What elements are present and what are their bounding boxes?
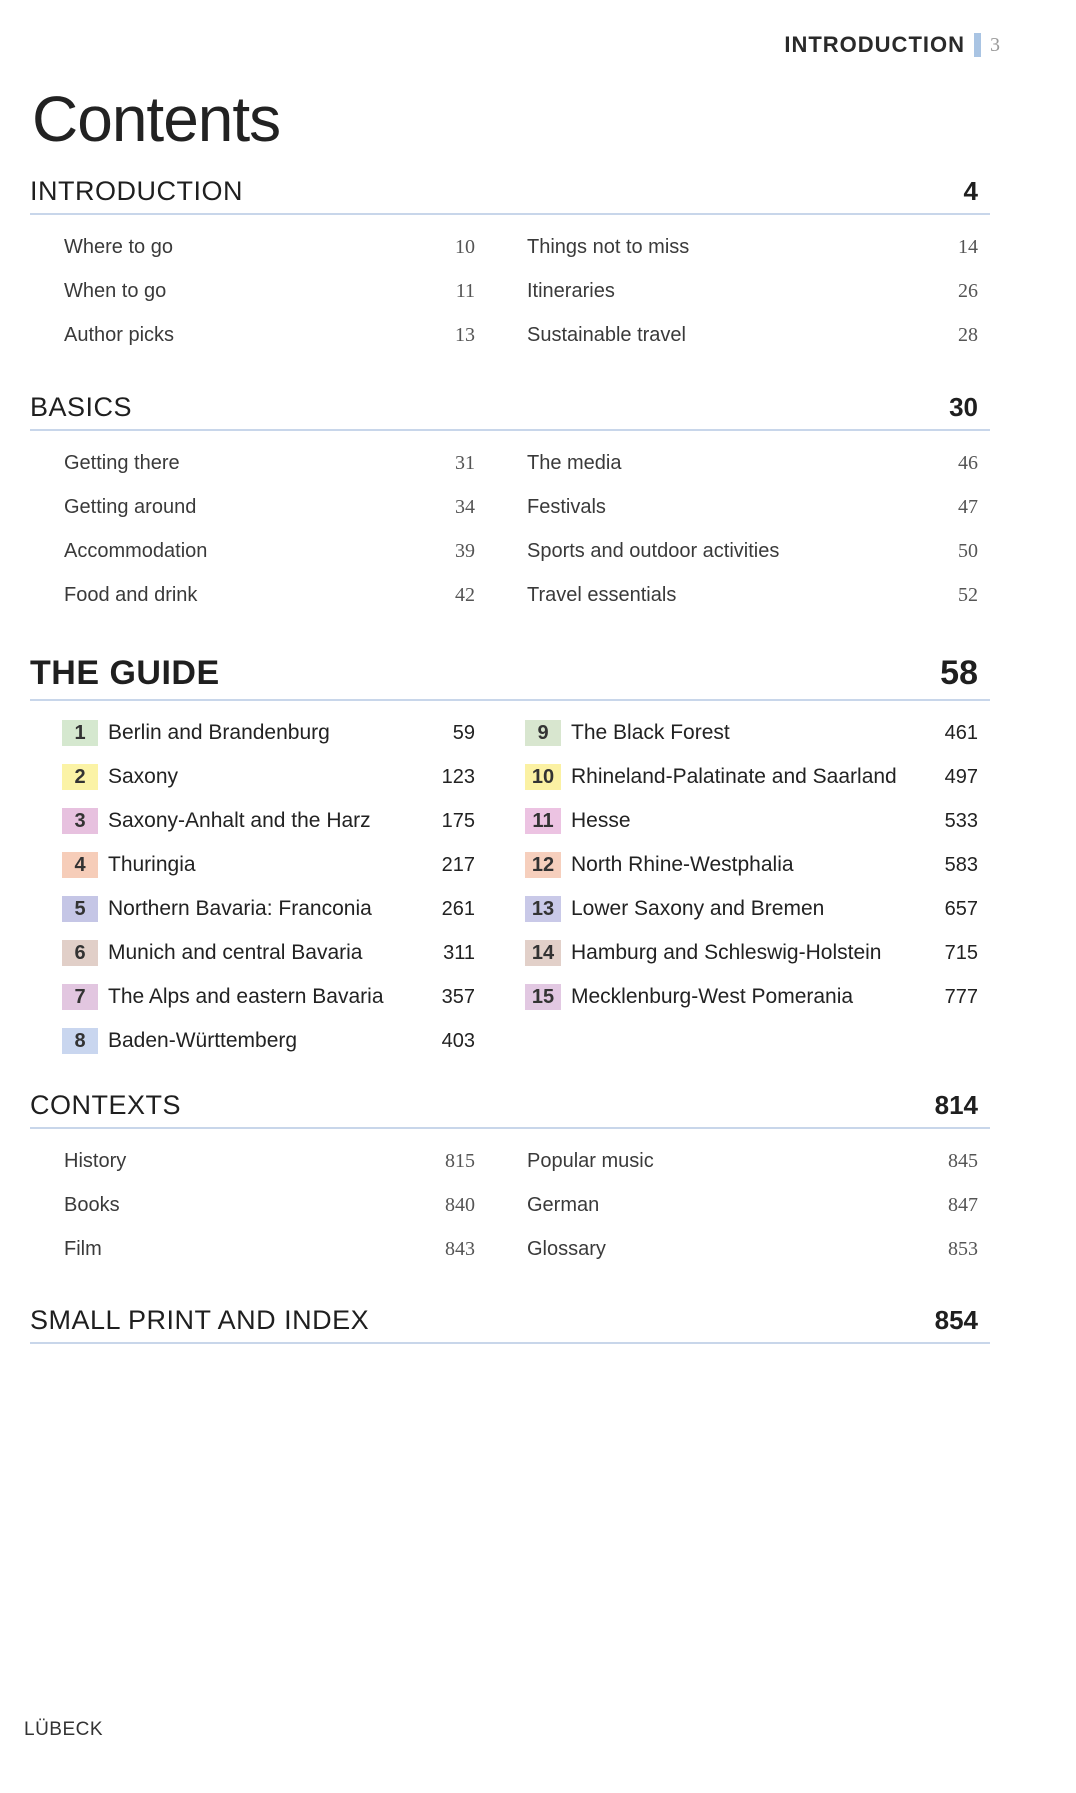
chapter-label: Hesse bbox=[571, 809, 631, 832]
chapter-page: 403 bbox=[441, 1029, 475, 1052]
chapter-entry[interactable] bbox=[62, 711, 475, 755]
toc-entry-page: 39 bbox=[455, 539, 475, 562]
section-small-print bbox=[30, 1305, 990, 1344]
toc-entry[interactable] bbox=[64, 1183, 475, 1227]
toc-entry-label: Books bbox=[64, 1193, 120, 1216]
toc-entry-page: 14 bbox=[958, 235, 978, 258]
page-title: Contents bbox=[32, 83, 281, 155]
section-title[interactable]: THE GUIDE bbox=[30, 654, 220, 692]
toc-entry[interactable] bbox=[64, 573, 475, 617]
chapter-number-badge: 7 bbox=[62, 984, 98, 1010]
section-header bbox=[30, 392, 990, 431]
chapter-entry[interactable] bbox=[525, 843, 978, 887]
section-title[interactable]: CONTEXTS bbox=[30, 1090, 182, 1120]
toc-entry-label: The media bbox=[527, 451, 622, 474]
chapter-number-badge: 13 bbox=[525, 896, 561, 922]
toc-entry-label: Sustainable travel bbox=[527, 323, 686, 346]
toc-entry[interactable] bbox=[527, 1227, 978, 1271]
section-header bbox=[30, 176, 990, 215]
chapter-label: Munich and central Bavaria bbox=[108, 941, 363, 964]
toc-entry-label: Glossary bbox=[527, 1237, 606, 1260]
toc-column-right bbox=[475, 225, 978, 357]
chapter-entry[interactable] bbox=[62, 799, 475, 843]
chapter-number-badge: 15 bbox=[525, 984, 561, 1010]
toc-entry-label: Popular music bbox=[527, 1149, 654, 1172]
chapter-number-badge: 1 bbox=[62, 720, 98, 746]
chapter-label: Hamburg and Schleswig-Holstein bbox=[571, 941, 882, 964]
section-page: 854 bbox=[934, 1305, 978, 1335]
chapter-label: Lower Saxony and Bremen bbox=[571, 897, 825, 920]
footer-caption: LÜBECK bbox=[24, 1719, 104, 1740]
chapter-label: Baden-Württemberg bbox=[108, 1029, 298, 1052]
toc-entry[interactable] bbox=[64, 1139, 475, 1183]
toc-entry[interactable] bbox=[64, 225, 475, 269]
chapter-number-badge: 2 bbox=[62, 764, 98, 790]
toc-column-left bbox=[30, 711, 475, 1063]
section-page: 814 bbox=[934, 1090, 978, 1120]
chapter-label: Saxony bbox=[108, 765, 179, 788]
chapter-label: Rhineland-Palatinate and Saarland bbox=[571, 765, 897, 788]
toc-column-left bbox=[30, 441, 475, 617]
section-header bbox=[30, 1305, 990, 1344]
chapter-entry[interactable] bbox=[62, 1019, 475, 1063]
toc-entry-page: 47 bbox=[958, 495, 978, 518]
chapter-entry[interactable] bbox=[525, 931, 978, 975]
toc-entry[interactable] bbox=[527, 1139, 978, 1183]
toc-entry-page: 42 bbox=[455, 583, 475, 606]
toc-entry-label: When to go bbox=[64, 279, 167, 302]
chapter-label: Northern Bavaria: Franconia bbox=[108, 897, 372, 920]
toc-entry[interactable] bbox=[527, 313, 978, 357]
toc-entry-page: 853 bbox=[948, 1237, 978, 1260]
toc-entry-page: 815 bbox=[445, 1149, 475, 1172]
section-header bbox=[30, 1090, 990, 1129]
toc-entry[interactable] bbox=[64, 485, 475, 529]
toc-entry[interactable] bbox=[64, 1227, 475, 1271]
chapter-page: 175 bbox=[441, 809, 475, 832]
chapter-entry[interactable] bbox=[62, 975, 475, 1019]
toc-entry-page: 50 bbox=[958, 539, 978, 562]
toc-column-right bbox=[475, 711, 978, 1063]
chapter-entry[interactable] bbox=[62, 843, 475, 887]
running-head bbox=[784, 32, 1000, 58]
toc-entry[interactable] bbox=[527, 225, 978, 269]
toc-column-left bbox=[30, 1139, 475, 1271]
chapter-number-badge: 14 bbox=[525, 940, 561, 966]
toc-column-right bbox=[475, 1139, 978, 1271]
section-title[interactable]: BASICS bbox=[30, 392, 133, 422]
chapter-label: North Rhine-Westphalia bbox=[571, 853, 794, 876]
toc-entry-label: History bbox=[64, 1149, 127, 1172]
chapter-entry[interactable] bbox=[525, 799, 978, 843]
section-basics bbox=[30, 392, 990, 617]
toc-entry-label: Getting around bbox=[64, 495, 197, 518]
toc-entry-page: 847 bbox=[948, 1193, 978, 1216]
toc-entry-label: Food and drink bbox=[64, 583, 198, 606]
toc-entry-page: 13 bbox=[455, 323, 475, 346]
chapter-page: 657 bbox=[944, 897, 978, 920]
chapter-number-badge: 8 bbox=[62, 1028, 98, 1054]
running-head-divider bbox=[974, 33, 981, 57]
section-title[interactable]: INTRODUCTION bbox=[30, 176, 243, 206]
toc-entry-label: Film bbox=[64, 1237, 102, 1260]
toc-entry[interactable] bbox=[64, 441, 475, 485]
chapter-page: 461 bbox=[944, 721, 978, 744]
chapter-page: 217 bbox=[441, 853, 475, 876]
toc-entry-label: Getting there bbox=[64, 451, 180, 474]
chapter-entry[interactable] bbox=[62, 931, 475, 975]
toc-entry-label: Festivals bbox=[527, 495, 606, 518]
chapter-label: Berlin and Brandenburg bbox=[108, 721, 330, 744]
chapter-page: 357 bbox=[441, 985, 475, 1008]
toc-entry[interactable] bbox=[527, 529, 978, 573]
chapter-label: The Alps and eastern Bavaria bbox=[108, 985, 384, 1008]
chapter-label: Mecklenburg-West Pomerania bbox=[571, 985, 854, 1008]
toc-entry-page: 52 bbox=[958, 583, 978, 606]
chapter-page: 261 bbox=[441, 897, 475, 920]
toc-entry-label: Itineraries bbox=[527, 279, 615, 302]
toc-entry-label: Author picks bbox=[64, 323, 175, 346]
toc-column-right bbox=[475, 441, 978, 617]
chapter-number-badge: 5 bbox=[62, 896, 98, 922]
toc-entry[interactable] bbox=[64, 313, 475, 357]
chapter-page: 583 bbox=[944, 853, 978, 876]
toc-entry-page: 843 bbox=[445, 1237, 475, 1260]
toc-entry-page: 28 bbox=[958, 323, 978, 346]
chapter-entry[interactable] bbox=[525, 887, 978, 931]
chapter-number-badge: 11 bbox=[525, 808, 561, 834]
section-introduction bbox=[30, 176, 990, 357]
chapter-label: The Black Forest bbox=[571, 721, 730, 744]
toc-entry-page: 31 bbox=[455, 451, 475, 474]
toc-entry[interactable] bbox=[527, 485, 978, 529]
toc-entry[interactable] bbox=[527, 269, 978, 313]
chapter-label: Thuringia bbox=[108, 853, 196, 876]
chapter-entry[interactable] bbox=[525, 755, 978, 799]
toc-entry-label: German bbox=[527, 1193, 600, 1216]
toc-entry-label: Accommodation bbox=[64, 539, 208, 562]
chapter-number-badge: 10 bbox=[525, 764, 561, 790]
chapter-entry[interactable] bbox=[62, 755, 475, 799]
chapter-entry[interactable] bbox=[525, 975, 978, 1019]
section-header bbox=[30, 654, 990, 701]
chapter-label: Saxony-Anhalt and the Harz bbox=[108, 809, 371, 832]
toc-entry-page: 34 bbox=[455, 495, 475, 518]
toc-entry[interactable] bbox=[64, 529, 475, 573]
chapter-number-badge: 4 bbox=[62, 852, 98, 878]
toc-column-left bbox=[30, 225, 475, 357]
toc-entry-label: Things not to miss bbox=[527, 235, 690, 258]
chapter-page: 311 bbox=[443, 941, 475, 964]
section-title[interactable]: SMALL PRINT AND INDEX bbox=[30, 1305, 370, 1335]
section-page: 4 bbox=[963, 176, 978, 206]
toc-entry[interactable] bbox=[64, 269, 475, 313]
chapter-page: 59 bbox=[452, 721, 475, 744]
section-page: 30 bbox=[949, 392, 978, 422]
toc-entry-label: Travel essentials bbox=[527, 583, 677, 606]
toc-entry-page: 840 bbox=[445, 1193, 475, 1216]
chapter-page: 715 bbox=[944, 941, 978, 964]
chapter-page: 533 bbox=[944, 809, 978, 832]
toc-entry-label: Sports and outdoor activities bbox=[527, 539, 780, 562]
section-page: 58 bbox=[940, 654, 978, 692]
chapter-entry[interactable] bbox=[62, 887, 475, 931]
chapter-page: 777 bbox=[944, 985, 978, 1008]
toc-entry-page: 845 bbox=[948, 1149, 978, 1172]
chapter-number-badge: 3 bbox=[62, 808, 98, 834]
chapter-page: 497 bbox=[944, 765, 978, 788]
toc-entry-label: Where to go bbox=[64, 235, 173, 258]
running-head-title: INTRODUCTION bbox=[784, 32, 965, 57]
chapter-page: 123 bbox=[441, 765, 475, 788]
chapter-entry[interactable] bbox=[525, 711, 978, 755]
toc-entry[interactable] bbox=[527, 1183, 978, 1227]
chapter-number-badge: 6 bbox=[62, 940, 98, 966]
chapter-number-badge: 9 bbox=[525, 720, 561, 746]
toc-entry[interactable] bbox=[527, 441, 978, 485]
page-number: 3 bbox=[990, 33, 1000, 56]
toc-entry-page: 10 bbox=[455, 235, 475, 258]
toc-entry-page: 46 bbox=[958, 451, 978, 474]
section-the-guide bbox=[30, 654, 990, 1063]
toc-entry[interactable] bbox=[527, 573, 978, 617]
toc-entry-page: 26 bbox=[958, 279, 978, 302]
section-contexts bbox=[30, 1090, 990, 1271]
toc-entry-page: 11 bbox=[455, 279, 475, 302]
chapter-number-badge: 12 bbox=[525, 852, 561, 878]
